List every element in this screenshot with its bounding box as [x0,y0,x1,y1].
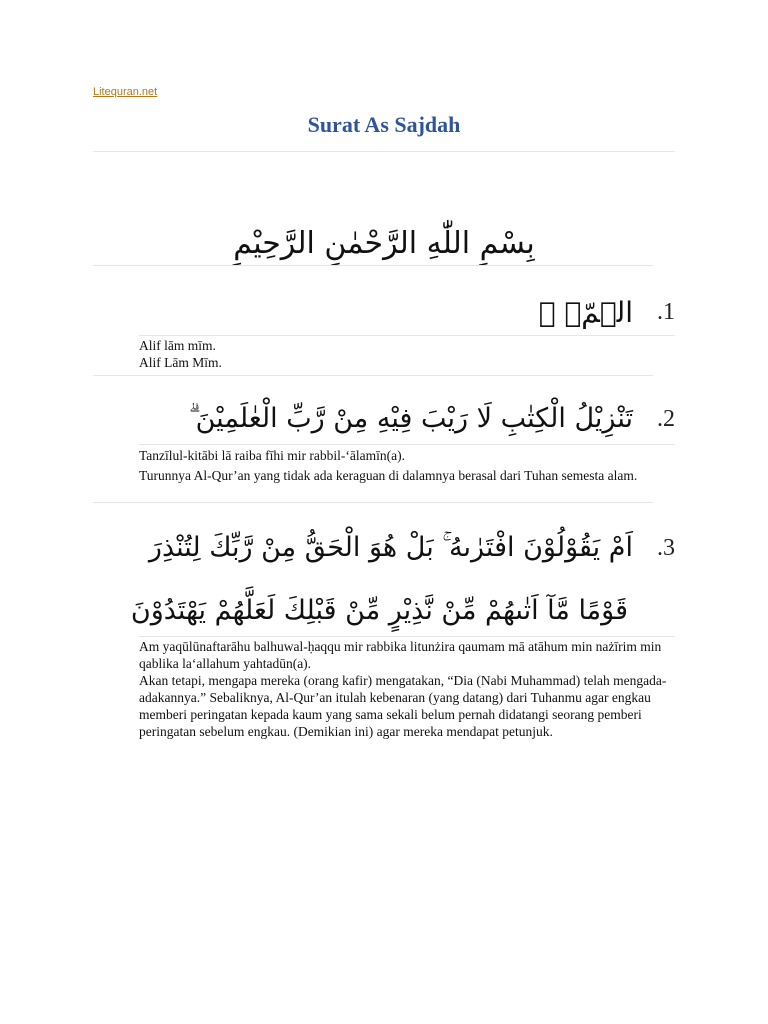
ayah-2-header [189,403,675,435]
ayah-3-arabic-line1: اَمْ يَقُوْلُوْنَ افْتَرٰىهُ ۚ بَلْ هُوَ الْحَقُّ مِنْ رَّبِّكَ لِتُنْذِرَ [148,532,633,563]
ayah-1-text [139,337,659,371]
bismillah-divider [93,265,653,266]
ayah-1-divider-bottom [93,375,653,376]
ayah-1-header [539,296,675,329]
ayah-1-divider-top [139,335,675,336]
ayah-1-translation: Alif Lām Mīm. [139,355,222,370]
ayah-2-divider-top [139,444,675,445]
bismillah: بِسْمِ اللّٰهِ الرَّحْمٰنِ الرَّحِيْمِ [233,226,535,261]
page-title: Surat As Sajdah [307,112,461,137]
ayah-2-number: .2 [657,405,675,432]
ayah-3-number: .3 [657,534,675,561]
ayah-3-arabic-line2: قَوْمًا مَّآ اَتٰىهُمْ مِّنْ نَّذِيْرٍ مِّنْ قَبْلِكَ لَعَلَّهُمْ يَهْتَدُوْنَ [130,595,628,626]
ayah-1-arabic: الۤمّۤ ۚ [538,296,633,329]
ayah-3-text [139,638,675,740]
ayah-2-divider-bottom [93,502,653,503]
ayah-2-transliteration: Tanzīlul-kitābi lā raiba fīhi mir rabbil-‘ālamīn(a). [139,448,405,463]
site-link[interactable]: Litequran.net [93,86,158,98]
ayah-1-transliteration: Alif lām mīm. [139,338,216,353]
ayah-1-number: .1 [657,299,675,325]
ayah-3-translation: Akan tetapi, mengapa mereka (orang kafir) mengatakan, “Dia (Nabi Muhammad) telah mengada-adakannya.” Sebaliknya, Al-Qur’an itulah kebenaran (yang datang) dari Tuhanmu agar engkau memberi peringatan kepada kaum yang sama sekali belum pernah didatangi seorang pemberi peringatan sebelum engkau. (Demikian ini) agar mereka mendapat petunjuk. [139,673,667,739]
ayah-2-arabic: تَنْزِيْلُ الْكِتٰبِ لَا رَيْبَ فِيْهِ مِنْ رَّبِّ الْعٰلَمِيْنَ ۗ [188,403,633,434]
ayah-3-divider-top [139,636,675,637]
ayah-3-header [149,532,675,564]
ayah-2-text [139,447,679,484]
ayah-2-translation: Turunnya Al-Qur’an yang tidak ada keraguan di dalamnya berasal dari Tuhan semesta alam. [139,468,638,483]
ayah-3-transliteration: Am yaqūlūnaftarāhu balhuwal-ḥaqqu mir rabbika litunżira qaumam mā atāhum min nażīrim min qablika la‘allahum yahtadūn(a). [139,639,662,671]
title-divider [93,151,675,152]
